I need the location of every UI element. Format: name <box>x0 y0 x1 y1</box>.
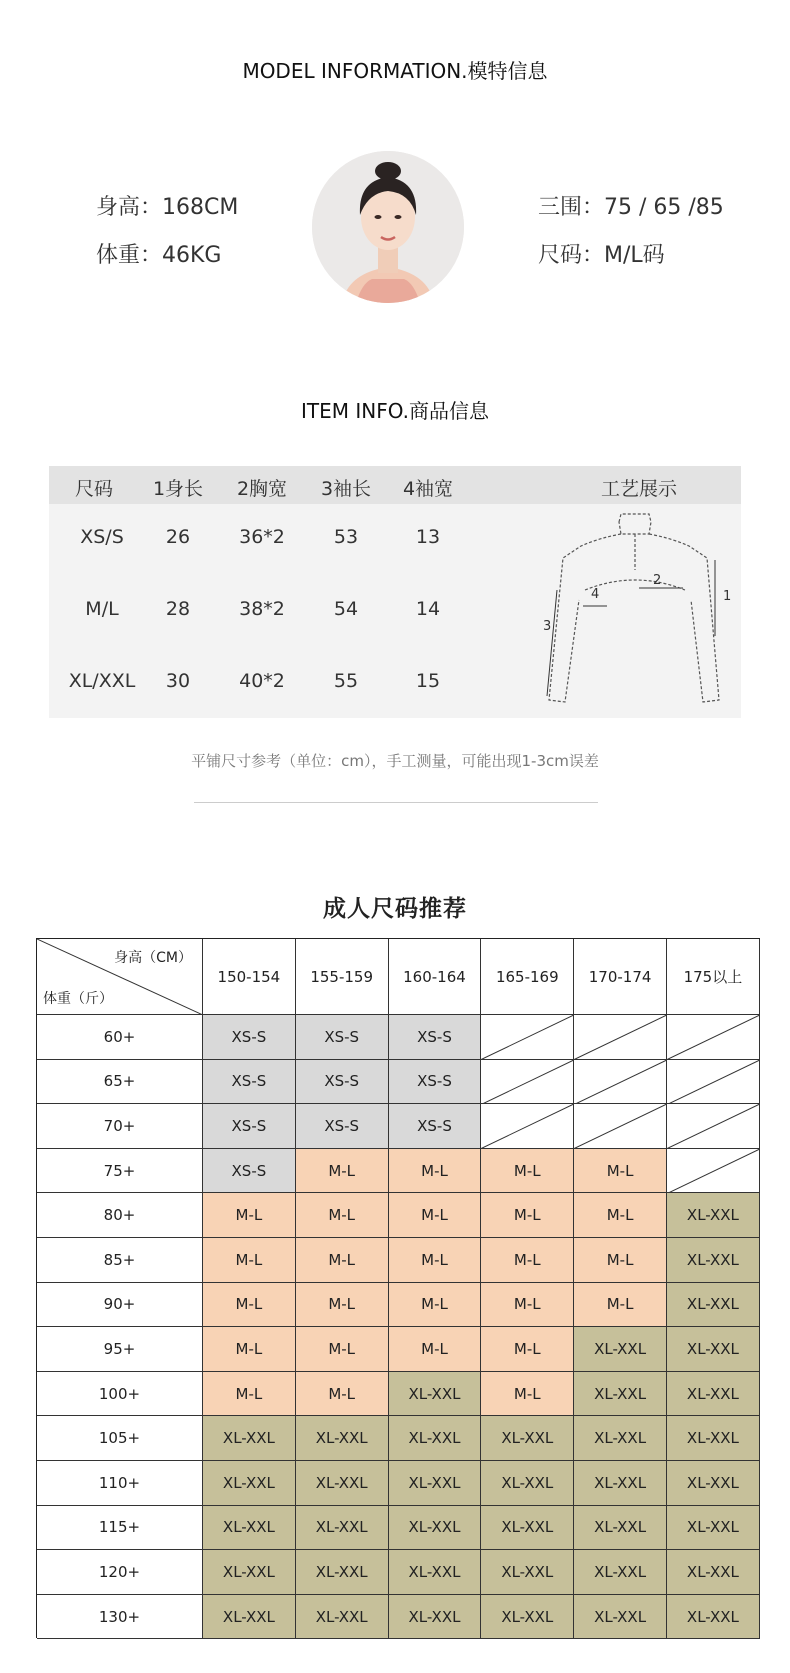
corner-cell <box>37 939 203 1015</box>
size-cell: XL-XXL <box>667 1461 760 1506</box>
size-cell: XL-XXL <box>667 1238 760 1283</box>
size-cell: XL-XXL <box>296 1550 389 1595</box>
size-cell: XL-XXL <box>203 1506 296 1551</box>
size-cell: XL-XXL <box>203 1461 296 1506</box>
row-ml-chest: 38*2 <box>239 598 285 620</box>
size-cell: XL-XXL <box>667 1595 760 1640</box>
empty-cell-diagonal <box>574 1015 667 1060</box>
size-cell: XL-XXL <box>481 1595 574 1640</box>
row-xs-chest: 36*2 <box>239 526 285 548</box>
diagram-label-1: 1 <box>723 589 732 604</box>
row-xs-size: XS/S <box>80 526 124 548</box>
row-xl-chest: 40*2 <box>239 670 285 692</box>
weight-header: 130+ <box>37 1595 203 1640</box>
size-cell: XL-XXL <box>481 1416 574 1461</box>
diagram-label-4: 4 <box>591 587 600 602</box>
size-cell: M-L <box>296 1193 389 1238</box>
empty-cell-diagonal <box>574 1104 667 1149</box>
empty-cell <box>481 1104 574 1149</box>
weight-header: 100+ <box>37 1372 203 1417</box>
weight-header: 105+ <box>37 1416 203 1461</box>
size-cell: XL-XXL <box>389 1461 482 1506</box>
item-info-title: ITEM INFO.商品信息 <box>300 399 490 423</box>
size-cell: M-L <box>481 1149 574 1194</box>
size-cell: M-L <box>296 1238 389 1283</box>
size-cell: XS-S <box>296 1060 389 1105</box>
height-header: 170-174 <box>574 939 667 1015</box>
header-sleeve-width: 4袖宽 <box>402 478 454 500</box>
size-cell: XS-S <box>203 1015 296 1060</box>
corner-height-label: 身高（CM） <box>114 950 192 966</box>
row-xl-sleeve-length: 55 <box>333 670 359 692</box>
size-cell: M-L <box>574 1238 667 1283</box>
size-cell: M-L <box>481 1193 574 1238</box>
weight-header: 75+ <box>37 1149 203 1194</box>
size-cell: XL-XXL <box>574 1550 667 1595</box>
size-cell: XL-XXL <box>481 1506 574 1551</box>
size-cell: XS-S <box>203 1060 296 1105</box>
height-header: 160-164 <box>389 939 482 1015</box>
size-cell: XS-S <box>389 1104 482 1149</box>
model-info-title: MODEL INFORMATION.模特信息 <box>242 59 548 83</box>
row-ml-sleeve-length: 54 <box>333 598 359 620</box>
size-cell: M-L <box>481 1283 574 1328</box>
size-cell: M-L <box>389 1283 482 1328</box>
size-cell: M-L <box>203 1238 296 1283</box>
size-cell: M-L <box>203 1193 296 1238</box>
empty-cell-diagonal <box>481 1104 574 1149</box>
weight-header: 115+ <box>37 1506 203 1551</box>
row-xs-sleeve-width: 13 <box>415 526 441 548</box>
item-table <box>49 466 741 718</box>
size-cell: M-L <box>481 1238 574 1283</box>
size-cell: XL-XXL <box>667 1372 760 1417</box>
header-size: 尺码 <box>74 478 113 500</box>
header-craft: 工艺展示 <box>600 478 677 500</box>
row-xl-sleeve-width: 15 <box>415 670 441 692</box>
empty-cell <box>574 1015 667 1060</box>
size-cell: XL-XXL <box>296 1595 389 1640</box>
size-cell: XL-XXL <box>667 1193 760 1238</box>
height-header: 165-169 <box>481 939 574 1015</box>
model-measurements: 三围：75 / 65 /85 <box>538 195 724 220</box>
empty-cell-diagonal <box>667 1060 760 1105</box>
diagram-label-3: 3 <box>543 619 552 634</box>
size-cell: M-L <box>481 1372 574 1417</box>
empty-cell <box>481 1060 574 1105</box>
weight-header: 85+ <box>37 1238 203 1283</box>
empty-cell <box>667 1104 760 1149</box>
weight-header: 65+ <box>37 1060 203 1105</box>
empty-cell <box>667 1060 760 1105</box>
height-header: 150-154 <box>203 939 296 1015</box>
weight-header: 60+ <box>37 1015 203 1060</box>
corner-weight-label: 体重（斤） <box>43 991 113 1007</box>
model-avatar <box>312 151 464 303</box>
size-chart-title: 成人尺码推荐 <box>323 896 467 922</box>
size-cell: M-L <box>296 1372 389 1417</box>
empty-cell <box>574 1104 667 1149</box>
measurement-note: 平铺尺寸参考（单位：cm），手工测量，可能出现1-3cm误差 <box>191 752 599 770</box>
size-cell: XL-XXL <box>296 1416 389 1461</box>
size-cell: XL-XXL <box>296 1461 389 1506</box>
empty-cell <box>667 1149 760 1194</box>
size-cell: M-L <box>296 1327 389 1372</box>
size-cell: XL-XXL <box>574 1595 667 1640</box>
header-length: 1身长 <box>152 478 204 500</box>
row-xs-sleeve-length: 53 <box>333 526 359 548</box>
size-cell: M-L <box>389 1149 482 1194</box>
size-cell: XL-XXL <box>389 1372 482 1417</box>
size-cell: XL-XXL <box>574 1327 667 1372</box>
height-header: 175以上 <box>667 939 760 1015</box>
model-height: 身高：168CM <box>96 195 239 220</box>
size-cell: XS-S <box>203 1149 296 1194</box>
empty-cell-diagonal <box>667 1149 760 1194</box>
weight-header: 80+ <box>37 1193 203 1238</box>
size-cell: M-L <box>296 1149 389 1194</box>
header-chest: 2胸宽 <box>236 478 288 500</box>
size-cell: M-L <box>203 1372 296 1417</box>
size-cell: M-L <box>389 1193 482 1238</box>
size-cell: XL-XXL <box>574 1461 667 1506</box>
row-ml-size: M/L <box>85 598 119 620</box>
size-cell: M-L <box>389 1238 482 1283</box>
size-cell: XL-XXL <box>667 1506 760 1551</box>
size-cell: M-L <box>574 1193 667 1238</box>
size-cell: M-L <box>574 1283 667 1328</box>
size-cell: XS-S <box>296 1015 389 1060</box>
row-xl-length: 30 <box>165 670 191 692</box>
size-cell: XL-XXL <box>389 1595 482 1640</box>
size-cell: XL-XXL <box>296 1506 389 1551</box>
weight-header: 120+ <box>37 1550 203 1595</box>
empty-cell <box>667 1015 760 1060</box>
model-weight: 体重：46KG <box>96 243 222 268</box>
weight-header: 70+ <box>37 1104 203 1149</box>
size-cell: XL-XXL <box>389 1550 482 1595</box>
empty-cell-diagonal <box>481 1015 574 1060</box>
size-cell: XL-XXL <box>667 1283 760 1328</box>
size-cell: M-L <box>481 1327 574 1372</box>
section-divider <box>194 802 598 803</box>
size-cell: XL-XXL <box>574 1506 667 1551</box>
height-header: 155-159 <box>296 939 389 1015</box>
weight-header: 90+ <box>37 1283 203 1328</box>
empty-cell-diagonal <box>667 1015 760 1060</box>
size-cell: XL-XXL <box>667 1416 760 1461</box>
empty-cell <box>481 1015 574 1060</box>
size-cell: XL-XXL <box>574 1416 667 1461</box>
size-cell: XS-S <box>389 1015 482 1060</box>
row-ml-sleeve-width: 14 <box>415 598 441 620</box>
size-cell: XL-XXL <box>203 1595 296 1640</box>
size-cell: XL-XXL <box>389 1506 482 1551</box>
size-cell: XL-XXL <box>389 1416 482 1461</box>
row-xl-size: XL/XXL <box>68 670 136 692</box>
empty-cell-diagonal <box>667 1104 760 1149</box>
size-cell: XL-XXL <box>667 1327 760 1372</box>
size-cell: XL-XXL <box>203 1416 296 1461</box>
size-cell: XS-S <box>389 1060 482 1105</box>
row-ml-length: 28 <box>165 598 191 620</box>
size-cell: XL-XXL <box>574 1372 667 1417</box>
row-xs-length: 26 <box>165 526 191 548</box>
size-cell: XL-XXL <box>481 1461 574 1506</box>
weight-header: 110+ <box>37 1461 203 1506</box>
size-recommendation-grid <box>36 938 760 1638</box>
garment-diagram <box>539 510 739 714</box>
empty-cell <box>574 1060 667 1105</box>
diagram-label-2: 2 <box>653 573 662 588</box>
model-size: 尺码：M/L码 <box>538 243 665 268</box>
size-cell: M-L <box>203 1327 296 1372</box>
size-cell: XL-XXL <box>481 1550 574 1595</box>
size-cell: M-L <box>296 1283 389 1328</box>
weight-header: 95+ <box>37 1327 203 1372</box>
model-portrait-icon <box>312 151 464 303</box>
size-cell: M-L <box>389 1327 482 1372</box>
size-cell: M-L <box>574 1149 667 1194</box>
empty-cell-diagonal <box>481 1060 574 1105</box>
size-cell: XS-S <box>203 1104 296 1149</box>
size-cell: XS-S <box>296 1104 389 1149</box>
header-sleeve-length: 3袖长 <box>320 478 372 500</box>
size-cell: XL-XXL <box>203 1550 296 1595</box>
empty-cell-diagonal <box>574 1060 667 1105</box>
size-cell: M-L <box>203 1283 296 1328</box>
size-cell: XL-XXL <box>667 1550 760 1595</box>
